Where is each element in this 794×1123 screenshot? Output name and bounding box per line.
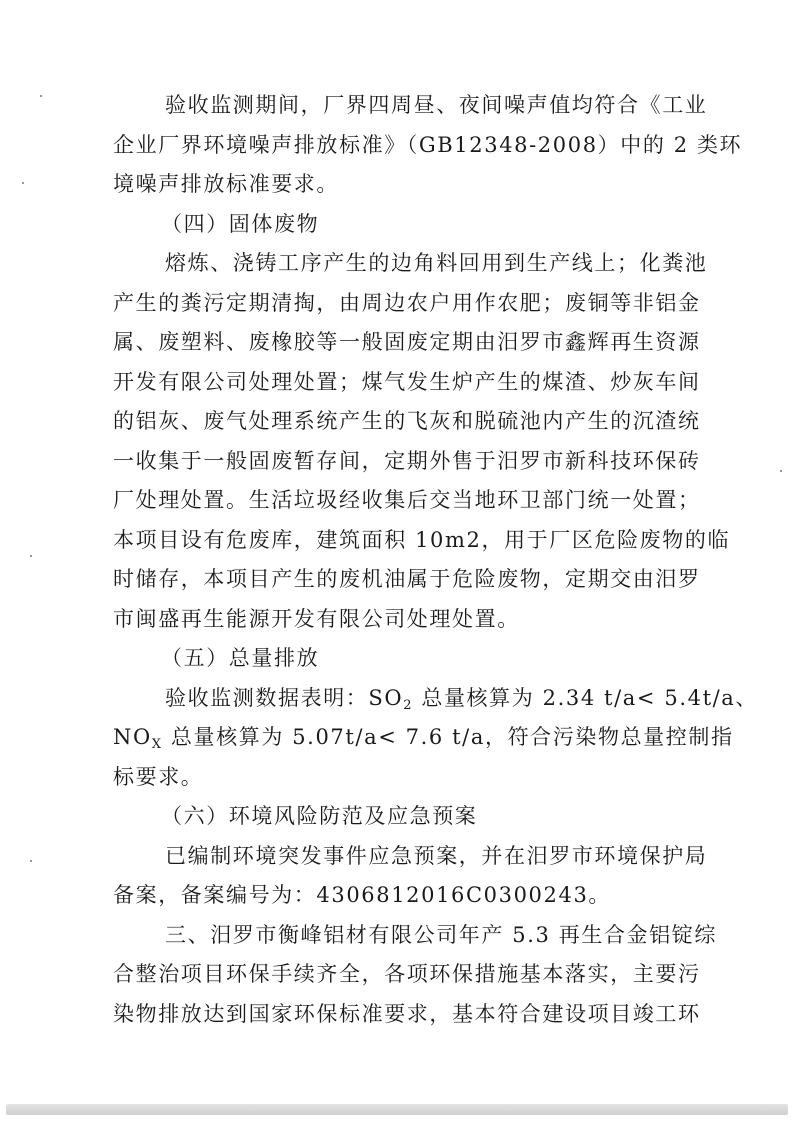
paragraph-line: 属、废塑料、废橡胶等一般固废定期由汨罗市鑫辉再生资源 bbox=[113, 330, 701, 354]
scan-speck bbox=[30, 860, 32, 862]
paragraph-line: 熔炼、浇铸工序产生的边角料回用到生产线上；化粪池 bbox=[165, 251, 708, 275]
paragraph-line: 时储存，本项目产生的废机油属于危险废物，定期交由汨罗 bbox=[113, 567, 701, 591]
text-span: 总量核算为 2.34 t/a< 5.4t/a、 bbox=[413, 685, 758, 710]
paragraph-line bbox=[113, 679, 758, 719]
scan-speck bbox=[780, 470, 782, 472]
paragraph-line: 验收监测期间，厂界四周昼、夜间噪声值均符合《工业 bbox=[165, 93, 708, 117]
scan-speck bbox=[22, 182, 24, 184]
paragraph-line: 已编制环境突发事件应急预案，并在汨罗市环境保护局 bbox=[165, 843, 708, 868]
paragraph-line: 市闽盛再生能源开发有限公司处理处置。 bbox=[113, 606, 520, 631]
paragraph-line: 标要求。 bbox=[113, 764, 204, 789]
subscript: 2 bbox=[403, 697, 414, 713]
document-body bbox=[113, 86, 758, 1034]
section-heading-total-emission: （五）总量排放 bbox=[161, 646, 320, 670]
section-heading-solid-waste: （四）固体废物 bbox=[161, 211, 320, 236]
paragraph-line: 厂处理处置。生活垃圾经收集后交当地环卫部门统一处置； bbox=[113, 488, 701, 512]
section-heading-risk: （六）环境风险防范及应急预案 bbox=[161, 804, 478, 828]
scan-speck bbox=[40, 95, 42, 97]
scan-speck bbox=[30, 555, 32, 557]
paragraph-line: 境噪声排放标准要求。 bbox=[113, 172, 339, 196]
paragraph-line: 本项目设有危废库，建筑面积 10m2，用于厂区危险废物的临 bbox=[113, 527, 731, 552]
text-span: 总量核算为 5.07t/a< 7.6 t/a，符合污染物总量控制指 bbox=[162, 725, 734, 749]
paragraph-line: 备案，备案编号为：4306812016C0300243。 bbox=[113, 883, 612, 907]
paragraph-line: 开发有限公司处理处置；煤气发生炉产生的煤渣、炒灰车间 bbox=[113, 369, 701, 394]
paragraph-line: 企业厂界环境噪声排放标准》（GB12348-2008）中的 2 类环 bbox=[113, 132, 743, 157]
paragraph-line: 三、汨罗市衡峰铝材有限公司年产 5.3 再生合金铝锭综 bbox=[165, 922, 717, 947]
paragraph-line: 一收集于一般固废暂存间，定期外售于汨罗市新科技环保砖 bbox=[113, 448, 701, 473]
scan-edge-bar bbox=[6, 1104, 788, 1115]
paragraph-line bbox=[113, 718, 734, 758]
subscript: X bbox=[151, 737, 163, 752]
paragraph-line: 的铝灰、废气处理系统产生的飞灰和脱硫池内产生的沉渣统 bbox=[113, 409, 701, 433]
paragraph-line: 产生的粪污定期清掏，由周边农户用作农肥；废铜等非铝金 bbox=[113, 290, 701, 315]
text-span: NO bbox=[113, 725, 152, 749]
text-span: 验收监测数据表明：SO bbox=[165, 685, 404, 710]
paragraph-line: 合整治项目环保手续齐全，各项环保措施基本落实，主要污 bbox=[113, 962, 701, 986]
paragraph-line: 染物排放达到国家环保标准要求，基本符合建设项目竣工环 bbox=[113, 1001, 701, 1026]
